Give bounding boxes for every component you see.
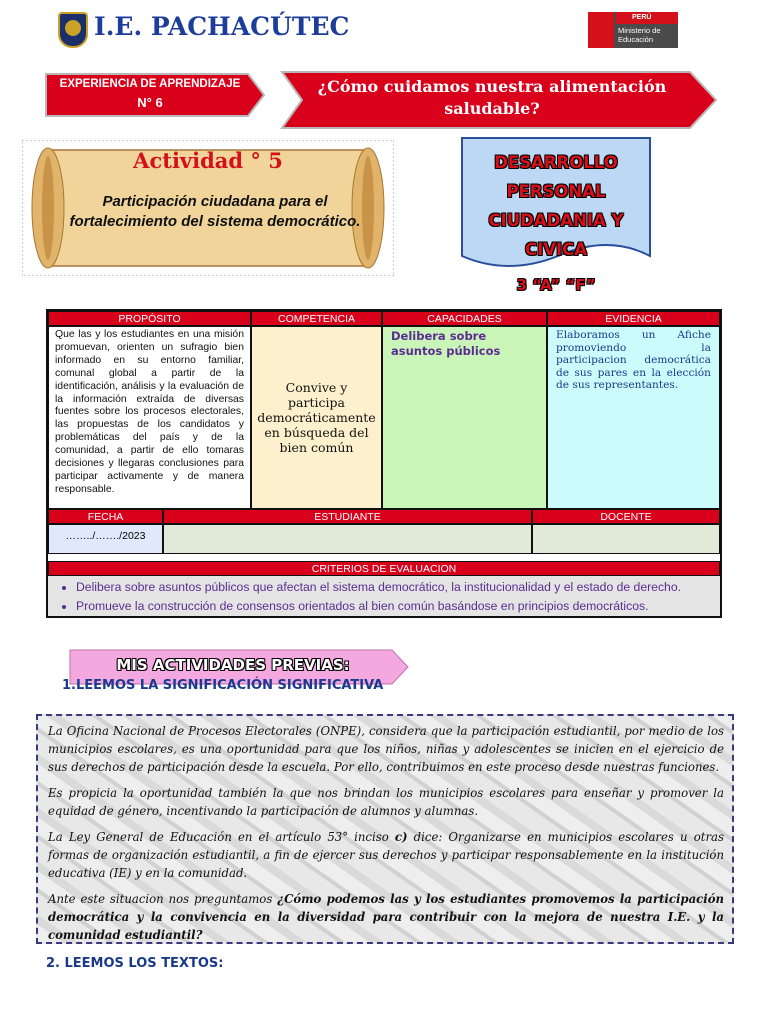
experience-question-banner <box>280 70 718 130</box>
ministry-line1: Ministerio de <box>618 26 661 35</box>
course-name <box>464 148 648 264</box>
activity-scroll <box>22 140 394 276</box>
p3-text-c: dice: Organizarse en municipios escolares u otras formas de organización estudiantil, a fin de ejercer sus derechos y participar responsablemente en la institución educativa (IE) y en la comunidad. <box>48 830 724 880</box>
reading-box <box>36 714 734 944</box>
step2-heading: 2. LEEMOS LOS TEXTOS: <box>46 956 224 971</box>
criterio-item: • Delibera sobre asuntos públicos que afectan el sistema democrático, la institucionalidad y el estado de derecho. <box>76 578 720 597</box>
reading-paragraph-1: La Oficina Nacional de Procesos Electorales (ONPE), considera que la participación estudiantil, por medio de los municipios escolares, es una oportunidad para que los niños, niñas y adolescentes se inicien en el ejercicio de sus derechos de participación desde la escuela. Por ello, contribuimos en este proceso desde nuestras funciones. <box>48 724 724 774</box>
evidencia-cell: Elaboramos un Afiche promoviendo la participacion democrática de sus pares en la elección de sus representantes. <box>547 326 720 509</box>
proposito-cell: Que las y los estudiantes en una misión promuevan, orienten un sufragio bien informado en su entorno familiar, comunal global a partir de la identificación, análisis y la evaluación de la información extraída de diversas fuentes sobre los procesos electorales, las propuestas de los candidatos y problemáticas del país y de la comunidad, a partir de ello tomaras decisiones y llegaras conclusiones para participar activamente y de manera responsable. <box>48 326 251 509</box>
header-criterios: CRITERIOS DE EVALUACION <box>48 561 720 576</box>
header-proposito: PROPÓSITO <box>48 311 251 326</box>
capacidades-cell: Delibera sobre asuntos públicos <box>382 326 547 509</box>
header-estudiante: ESTUDIANTE <box>163 509 532 524</box>
course-line1: DESARROLLO <box>494 153 618 172</box>
activity-subtitle: Participación ciudadana para el fortalecimiento del sistema democrático. <box>69 193 361 230</box>
reading-paragraph-4 <box>48 890 724 944</box>
activity-title: Actividad ° 5 <box>133 148 283 173</box>
experience-number: N° 6 <box>137 95 163 110</box>
header-fecha: FECHA <box>48 509 163 524</box>
p4-text-a: Ante este situacion nos preguntamos <box>48 892 278 906</box>
peru-flag-icon <box>588 12 614 48</box>
header-competencia: COMPETENCIA <box>251 311 382 326</box>
course-banner <box>458 134 654 276</box>
experience-question <box>302 76 682 120</box>
previas-title: MIS ACTIVIDADES PREVIAS: <box>116 656 350 674</box>
docente-field[interactable] <box>532 524 720 554</box>
reading-paragraph-2: Es propicia la oportunidad también la que nos brindan los municipios escolares para enseñar y promover la equidad de género, incentivando la participación de alumnos y alumnas. <box>48 786 724 818</box>
reading-paragraph-3 <box>48 828 724 882</box>
question-line2: saludable? <box>444 99 540 118</box>
course-line3: CIUDADANIA Y <box>488 211 624 230</box>
criterio-item: • Promueve la construcción de consensos orientados al bien común basándose en principios democráticos. <box>76 597 720 616</box>
reading-text <box>48 722 724 952</box>
question-line1: ¿Cómo cuidamos nuestra alimentación <box>317 77 667 96</box>
p3-text-a: La Ley General de Educación en el artículo 53° inciso <box>48 830 395 844</box>
p3-text-b: c) <box>394 830 408 844</box>
step1-heading: 1.LEEMOS LA SIGNIFICACIÓN SIGNIFICATIVA <box>62 678 384 693</box>
course-line2: PERSONAL <box>506 182 606 201</box>
ministry-line2: Educación <box>618 35 654 44</box>
p4-text-b: ¿Cómo podemos las y los estudiantes promovemos la participación democrática y la convivencia en la diversidad para contribuir con la mejora de nuestra I.E. y la comunidad estudiantil? <box>48 892 724 942</box>
header-capacidades: CAPACIDADES <box>382 311 547 326</box>
estudiante-field[interactable] <box>163 524 532 554</box>
school-logo-icon <box>58 12 88 48</box>
criterios-list <box>48 576 720 616</box>
planning-table <box>46 309 722 618</box>
ministry-country: PERÚ <box>616 12 678 24</box>
header-evidencia: EVIDENCIA <box>547 311 720 326</box>
competencia-cell: Convive y participa democráticamente en búsqueda del bien común <box>251 326 382 509</box>
ministry-name <box>618 26 661 44</box>
experience-label: EXPERIENCIA DE APRENDIZAJE <box>59 78 241 90</box>
experience-banner <box>44 72 266 118</box>
school-name: I.E. PACHACÚTEC <box>94 12 350 41</box>
course-grade: 3 “A” “F” <box>516 276 596 294</box>
header-docente: DOCENTE <box>532 509 720 524</box>
fecha-field[interactable]: ……../……./2023 <box>48 524 163 554</box>
course-line4: CIVICA <box>524 240 588 259</box>
ministry-logo <box>588 12 678 48</box>
